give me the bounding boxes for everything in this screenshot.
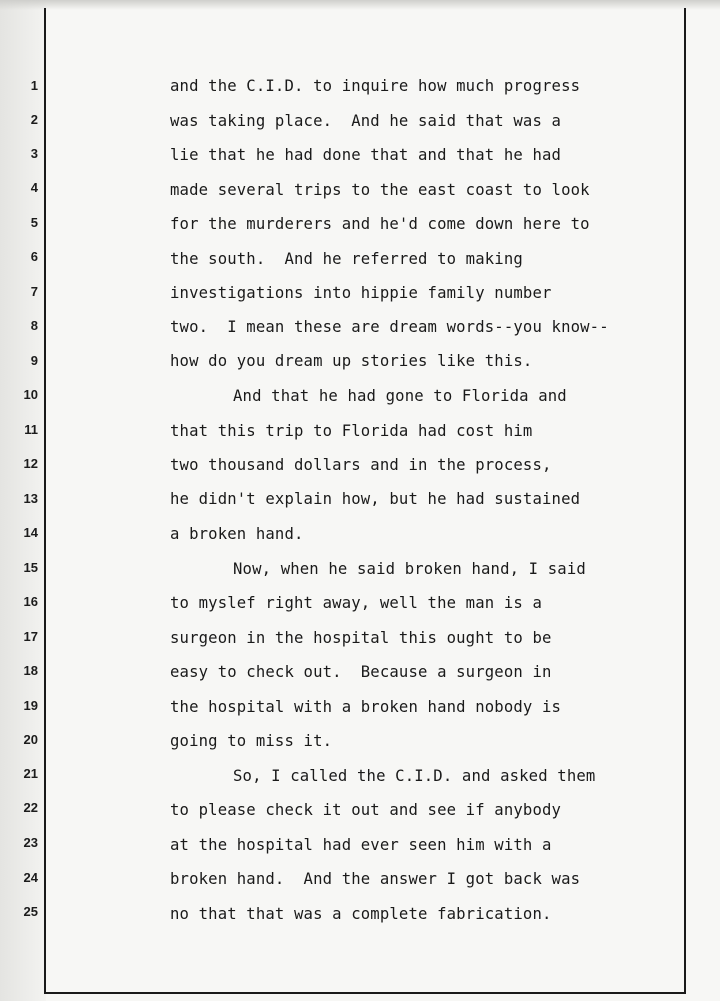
line-number: 4 [30,180,38,195]
testimony-line: two. I mean these are dream words--you know-- [170,318,609,336]
line-number: 14 [23,525,38,540]
testimony-line: a broken hand. [170,525,304,543]
line-number: 5 [30,215,38,230]
line-number: 20 [23,732,38,747]
testimony-line: that this trip to Florida had cost him [170,422,533,440]
line-number: 17 [23,629,38,644]
line-number: 18 [23,663,38,678]
line-number: 16 [23,594,38,609]
line-number: 11 [24,422,38,437]
line-number: 10 [23,387,38,402]
testimony-line: how do you dream up stories like this. [170,352,533,370]
line-number: 8 [30,318,38,333]
testimony-line: So, I called the C.I.D. and asked them [233,767,596,785]
testimony-line: no that that was a complete fabrication. [170,905,552,923]
line-number: 9 [30,353,38,368]
line-number: 1 [30,78,38,93]
page-frame-bottom-rule [44,992,686,994]
testimony-line: he didn't explain how, but he had sustained [170,490,581,508]
testimony-line: investigations into hippie family number [170,284,552,302]
testimony-line: made several trips to the east coast to look [170,181,590,199]
testimony-line: broken hand. And the answer I got back was [170,870,581,888]
testimony-line: surgeon in the hospital this ought to be [170,629,552,647]
line-number: 24 [23,870,38,885]
page-frame-right-rule [684,8,686,994]
testimony-line: the south. And he referred to making [170,250,523,268]
line-number: 22 [23,800,38,815]
line-number: 21 [23,766,38,781]
testimony-line: easy to check out. Because a surgeon in [170,663,552,681]
line-number: 19 [23,698,38,713]
testimony-line: to myslef right away, well the man is a [170,594,542,612]
line-number: 3 [30,146,38,161]
testimony-line: the hospital with a broken hand nobody is [170,698,562,716]
line-number: 25 [23,904,38,919]
page-frame-left-rule [44,8,46,994]
line-number: 12 [23,456,38,471]
line-number: 15 [23,560,38,575]
testimony-line: going to miss it. [170,732,333,750]
testimony-line: And that he had gone to Florida and [233,387,567,405]
testimony-line: and the C.I.D. to inquire how much progress [170,77,581,95]
testimony-line: Now, when he said broken hand, I said [233,560,586,578]
testimony-line: to please check it out and see if anybody [170,801,562,819]
line-number: 7 [30,284,38,299]
line-number: 2 [30,112,38,127]
line-number: 6 [30,249,38,264]
line-number: 23 [23,835,38,850]
testimony-line: was taking place. And he said that was a [170,112,562,130]
testimony-line: at the hospital had ever seen him with a [170,836,552,854]
testimony-line: lie that he had done that and that he had [170,146,562,164]
testimony-line: for the murderers and he'd come down here to [170,215,590,233]
testimony-line: two thousand dollars and in the process, [170,456,552,474]
line-number: 13 [23,491,38,506]
scan-shadow-top [0,0,720,10]
